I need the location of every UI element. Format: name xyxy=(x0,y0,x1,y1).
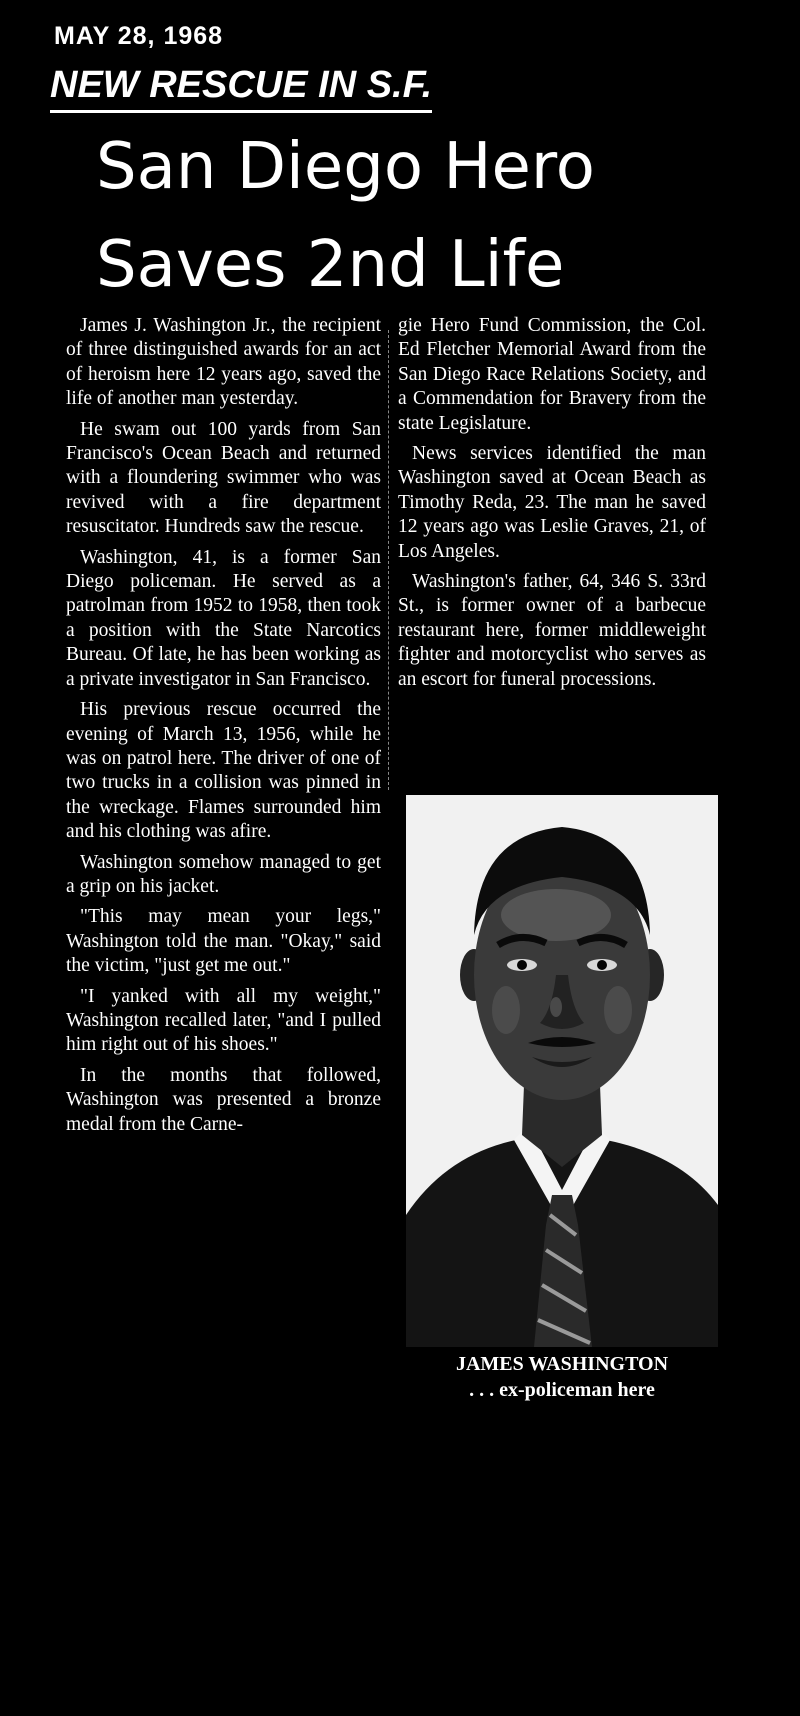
article-column-right xyxy=(398,314,706,698)
dateline: MAY 28, 1968 xyxy=(54,22,224,50)
paragraph: In the months that followed, Washington was presented a bronze medal from the Carne- xyxy=(66,1064,381,1135)
caption-name: JAMES WASHINGTON xyxy=(455,1353,669,1375)
paragraph: "This may mean your legs," Washington told the man. "Okay," said the victim, "just get me out." xyxy=(66,906,381,977)
paragraph: gie Hero Fund Commission, the Col. Ed Fletcher Memorial Award from the San Diego Race Relations Society, and a Commendation for Bravery from the state Legislature. xyxy=(398,315,706,434)
photo-caption xyxy=(406,1351,718,1403)
headline-line-2: Saves 2nd Life xyxy=(96,228,565,302)
paragraph: Washington, 41, is a former San Diego policeman. He served as a patrolman from 1952 to 1958, then took a position with the State Narcotics Bureau. Of late, he has been working as a private investigator in San Francisco. xyxy=(66,546,381,690)
paragraph: Washington somehow managed to get a grip on his jacket. xyxy=(66,851,381,897)
headline-line-1: San Diego Hero xyxy=(96,130,595,204)
paragraph: His previous rescue occurred the evening of March 13, 1956, while he was on patrol here. The driver of one of two trucks in a collision was pinned in the wreckage. Flames surrounded him and his clothing was afire. xyxy=(66,699,381,843)
kicker-headline: NEW RESCUE IN S.F. xyxy=(50,62,432,113)
paragraph: James J. Washington Jr., the recipient of three distinguished awards for an act of heroism here 12 years ago, saved the life of another man yesterday. xyxy=(66,315,381,410)
column-divider xyxy=(388,330,390,790)
paragraph: News services identified the man Washington saved at Ocean Beach as Timothy Reda, 23. The man he saved 12 years ago was Leslie Graves, 21, of Los Angeles. xyxy=(398,443,706,562)
article-column-left xyxy=(66,314,381,1143)
paragraph: Washington's father, 64, 346 S. 33rd St., is former owner of a barbecue restaurant here, former middleweight fighter and motorcyclist who serves as an escort for funeral processions. xyxy=(398,571,706,690)
paragraph: "I yanked with all my weight," Washington recalled later, "and I pulled him right out of his shoes." xyxy=(66,985,381,1056)
paragraph: He swam out 100 yards from San Francisco's Ocean Beach and returned with a floundering swimmer who was revived with a fire department resuscitator. Hundreds saw the rescue. xyxy=(66,418,381,538)
portrait-photo xyxy=(406,795,718,1347)
caption-subtitle: . . . ex-policeman here xyxy=(469,1379,655,1401)
main-headline xyxy=(96,118,595,314)
